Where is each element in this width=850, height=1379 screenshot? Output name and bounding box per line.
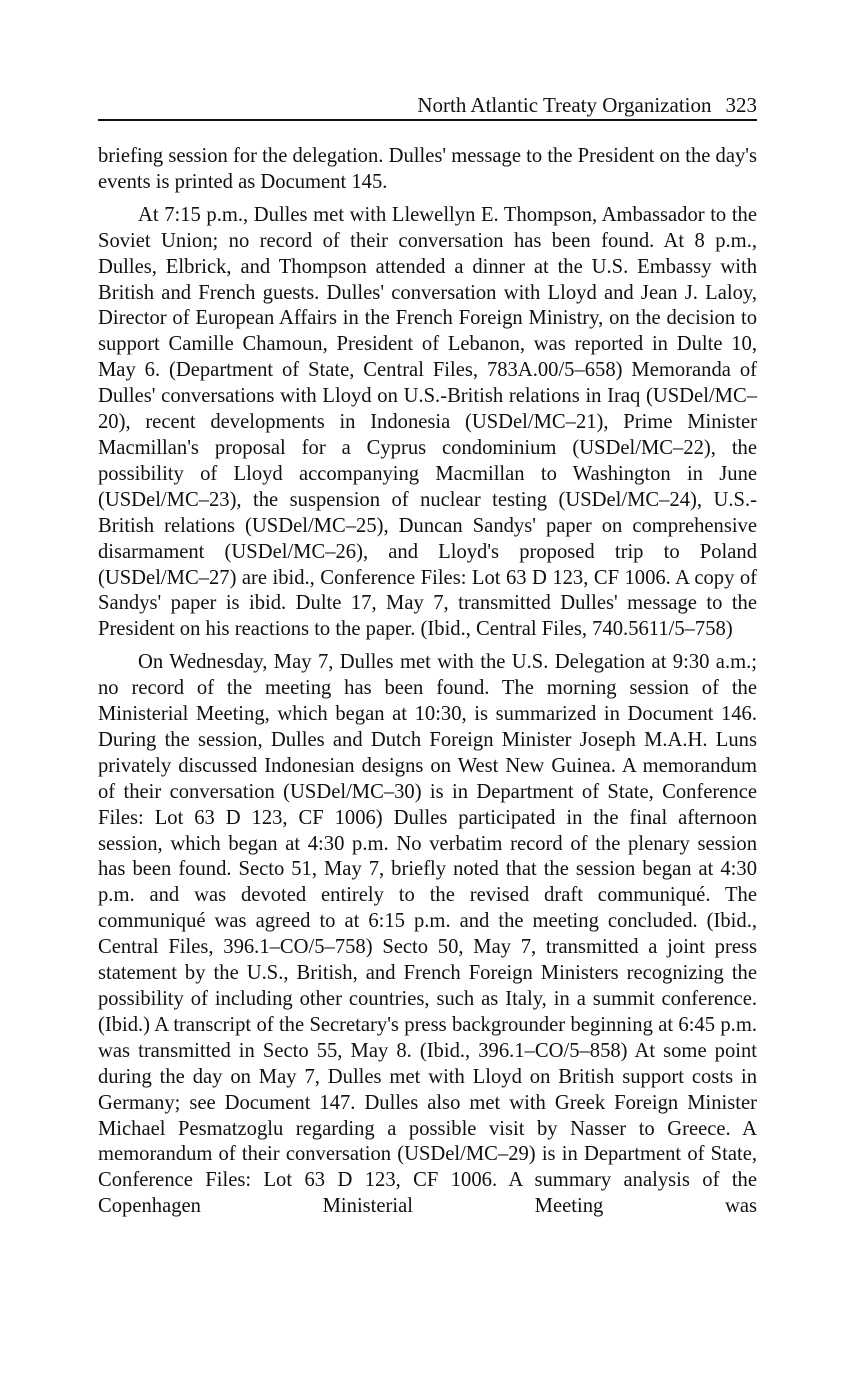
running-head-title: North Atlantic Treaty Organization (417, 93, 712, 117)
paragraph-1: briefing session for the delegation. Dulles' message to the President on the day's events is printed as Document 145. (98, 145, 757, 193)
running-head (98, 91, 757, 121)
paragraph-3: On Wednesday, May 7, Dulles met with the U.S. Delegation at 9:30 a.m.; no record of the meeting has been found. The morning session of the Ministerial Meeting, which began at 10:30, is summarized in Document 146. During the session, Dulles and Dutch Foreign Minister Joseph M.A.H. Luns privately discussed Indonesian designs on West New Guinea. A memorandum of their conversation (USDel/MC–30) is in Department of State, Conference Files: Lot 63 D 123, CF 1006) Dulles participated in the final afternoon session, which began at 4:30 p.m. No verbatim record of the plenary session has been found. Secto 51, May 7, briefly noted that the session began at 4:30 p.m. and was devoted entirely to the revised draft communiqué. The communiqué was agreed to at 6:15 p.m. and the meeting concluded. (Ibid., Central Files, 396.1–CO/5–758) Secto 50, May 7, transmitted a joint press statement by the U.S., British, and French Foreign Ministers recognizing the possibility of including other countries, such as Italy, in a summit conference. (Ibid.) A transcript of the Secretary's press backgrounder beginning at 6:45 p.m. was transmitted in Secto 55, May 8. (Ibid., 396.1–CO/5–858) At some point during the day on May 7, Dulles met with Lloyd on British support costs in Germany; see Document 147. Dulles also met with Greek Foreign Minister Michael Pesmatzoglu regarding a possible visit by Nasser to Greece. A memorandum of their conversation (USDel/MC–29) is in Department of State, Conference Files: Lot 63 D 123, CF 1006. A summary analysis of the Copenhagen Ministerial Meeting was (98, 651, 757, 1218)
body-text (98, 144, 757, 1220)
page-number: 323 (725, 93, 757, 117)
paragraph-2: At 7:15 p.m., Dulles met with Llewellyn E. Thompson, Ambassador to the Soviet Union; no record of their conversation has been found. At 8 p.m., Dulles, Elbrick, and Thompson attended a dinner at the U.S. Embassy with British and French guests. Dulles' conversation with Lloyd and Jean J. Laloy, Director of European Affairs in the French Foreign Ministry, on the decision to support Camille Chamoun, President of Lebanon, was reported in Dulte 10, May 6. (Department of State, Central Files, 783A.00/5–658) Memoranda of Dulles' conversations with Lloyd on U.S.-British relations in Iraq (USDel/MC–20), recent developments in Indonesia (USDel/MC–21), Prime Minister Macmillan's proposal for a Cyprus condominium (USDel/MC–22), the possibility of Lloyd accompanying Macmillan to Washington in June (USDel/MC–23), the suspension of nuclear testing (USDel/MC–24), U.S.-British relations (USDel/MC–25), Duncan Sandys' paper on comprehensive disarmament (USDel/MC–26), and Lloyd's proposed trip to Poland (USDel/MC–27) are ibid., Conference Files: Lot 63 D 123, CF 1006. A copy of Sandys' paper is ibid. Dulte 17, May 7, transmitted Dulles' message to the President on his reactions to the paper. (Ibid., Central Files, 740.5611/5–758) (98, 203, 757, 641)
